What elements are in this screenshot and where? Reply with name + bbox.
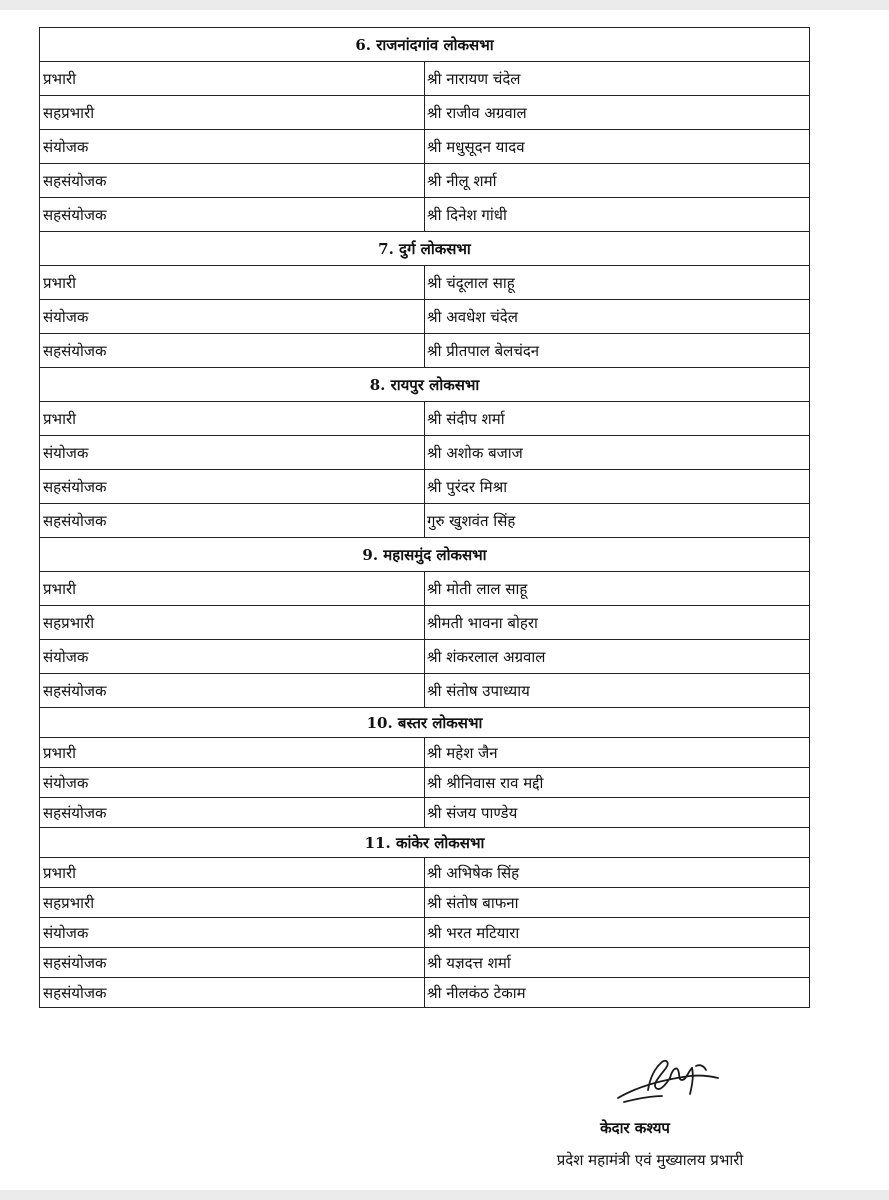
section-header bbox=[40, 828, 810, 858]
role-cell: प्रभारी bbox=[40, 266, 425, 300]
table-row bbox=[40, 640, 810, 674]
section-header bbox=[40, 708, 810, 738]
signatory-designation: प्रदेश महामंत्री एवं मुख्यालय प्रभारी bbox=[556, 1151, 744, 1169]
name-cell: श्री शंकरलाल अग्रवाल bbox=[425, 640, 810, 674]
name-cell: श्री मधुसूदन यादव bbox=[425, 130, 810, 164]
table-row bbox=[40, 436, 810, 470]
table-row bbox=[40, 96, 810, 130]
name-cell: श्री नीलू शर्मा bbox=[425, 164, 810, 198]
table-row bbox=[40, 300, 810, 334]
section-title: 11. कांकेर लोकसभा bbox=[40, 828, 810, 858]
name-cell: श्री दिनेश गांधी bbox=[425, 198, 810, 232]
section-header bbox=[40, 368, 810, 402]
role-cell: सहसंयोजक bbox=[40, 504, 425, 538]
table-row bbox=[40, 470, 810, 504]
role-cell: प्रभारी bbox=[40, 572, 425, 606]
section-header bbox=[40, 28, 810, 62]
table-row bbox=[40, 978, 810, 1008]
committee-table bbox=[39, 27, 810, 1008]
role-cell: संयोजक bbox=[40, 640, 425, 674]
table-row bbox=[40, 888, 810, 918]
table-row bbox=[40, 130, 810, 164]
name-cell: श्रीमती भावना बोहरा bbox=[425, 606, 810, 640]
role-cell: सहसंयोजक bbox=[40, 198, 425, 232]
role-cell: सहसंयोजक bbox=[40, 798, 425, 828]
role-cell: सहसंयोजक bbox=[40, 164, 425, 198]
name-cell: श्री नारायण चंदेल bbox=[425, 62, 810, 96]
name-cell: श्री पुरंदर मिश्रा bbox=[425, 470, 810, 504]
section-title: 6. राजनांदगांव लोकसभा bbox=[40, 28, 810, 62]
name-cell: श्री अभिषेक सिंह bbox=[425, 858, 810, 888]
name-cell: श्री अवधेश चंदेल bbox=[425, 300, 810, 334]
table-row bbox=[40, 768, 810, 798]
table-row bbox=[40, 402, 810, 436]
table-row bbox=[40, 334, 810, 368]
role-cell: सहप्रभारी bbox=[40, 888, 425, 918]
name-cell: श्री प्रीतपाल बेलचंदन bbox=[425, 334, 810, 368]
table-row bbox=[40, 948, 810, 978]
table-row bbox=[40, 572, 810, 606]
section-title: 7. दुर्ग लोकसभा bbox=[40, 232, 810, 266]
role-cell: प्रभारी bbox=[40, 738, 425, 768]
name-cell: श्री राजीव अग्रवाल bbox=[425, 96, 810, 130]
name-cell: श्री महेश जैन bbox=[425, 738, 810, 768]
table-row bbox=[40, 164, 810, 198]
role-cell: सहसंयोजक bbox=[40, 674, 425, 708]
signatory-name: केदार कश्यप bbox=[600, 1119, 670, 1137]
name-cell: श्री संदीप शर्मा bbox=[425, 402, 810, 436]
role-cell: सहप्रभारी bbox=[40, 96, 425, 130]
name-cell: श्री यज्ञदत्त शर्मा bbox=[425, 948, 810, 978]
role-cell: सहसंयोजक bbox=[40, 334, 425, 368]
table-row bbox=[40, 798, 810, 828]
signature-image bbox=[600, 1040, 730, 1120]
name-cell: श्री संतोष बाफना bbox=[425, 888, 810, 918]
role-cell: संयोजक bbox=[40, 768, 425, 798]
table-row bbox=[40, 62, 810, 96]
name-cell: श्री श्रीनिवास राव मद्दी bbox=[425, 768, 810, 798]
role-cell: सहसंयोजक bbox=[40, 470, 425, 504]
role-cell: संयोजक bbox=[40, 300, 425, 334]
name-cell: श्री संतोष उपाध्याय bbox=[425, 674, 810, 708]
role-cell: प्रभारी bbox=[40, 402, 425, 436]
name-cell: श्री नीलकंठ टेकाम bbox=[425, 978, 810, 1008]
table-row bbox=[40, 738, 810, 768]
role-cell: संयोजक bbox=[40, 918, 425, 948]
section-header bbox=[40, 232, 810, 266]
role-cell: सहसंयोजक bbox=[40, 978, 425, 1008]
name-cell: श्री मोती लाल साहू bbox=[425, 572, 810, 606]
table-row bbox=[40, 858, 810, 888]
section-title: 10. बस्तर लोकसभा bbox=[40, 708, 810, 738]
section-header bbox=[40, 538, 810, 572]
table-row bbox=[40, 918, 810, 948]
role-cell: संयोजक bbox=[40, 436, 425, 470]
document-page bbox=[0, 10, 889, 1190]
name-cell: गुरु खुशवंत सिंह bbox=[425, 504, 810, 538]
role-cell: प्रभारी bbox=[40, 858, 425, 888]
section-title: 8. रायपुर लोकसभा bbox=[40, 368, 810, 402]
name-cell: श्री चंदूलाल साहू bbox=[425, 266, 810, 300]
name-cell: श्री संजय पाण्डेय bbox=[425, 798, 810, 828]
role-cell: प्रभारी bbox=[40, 62, 425, 96]
table-row bbox=[40, 504, 810, 538]
committee-table-body bbox=[40, 28, 810, 1008]
table-row bbox=[40, 266, 810, 300]
table-row bbox=[40, 198, 810, 232]
section-title: 9. महासमुंद लोकसभा bbox=[40, 538, 810, 572]
role-cell: संयोजक bbox=[40, 130, 425, 164]
role-cell: सहसंयोजक bbox=[40, 948, 425, 978]
table-row bbox=[40, 606, 810, 640]
name-cell: श्री अशोक बजाज bbox=[425, 436, 810, 470]
name-cell: श्री भरत मटियारा bbox=[425, 918, 810, 948]
role-cell: सहप्रभारी bbox=[40, 606, 425, 640]
table-row bbox=[40, 674, 810, 708]
